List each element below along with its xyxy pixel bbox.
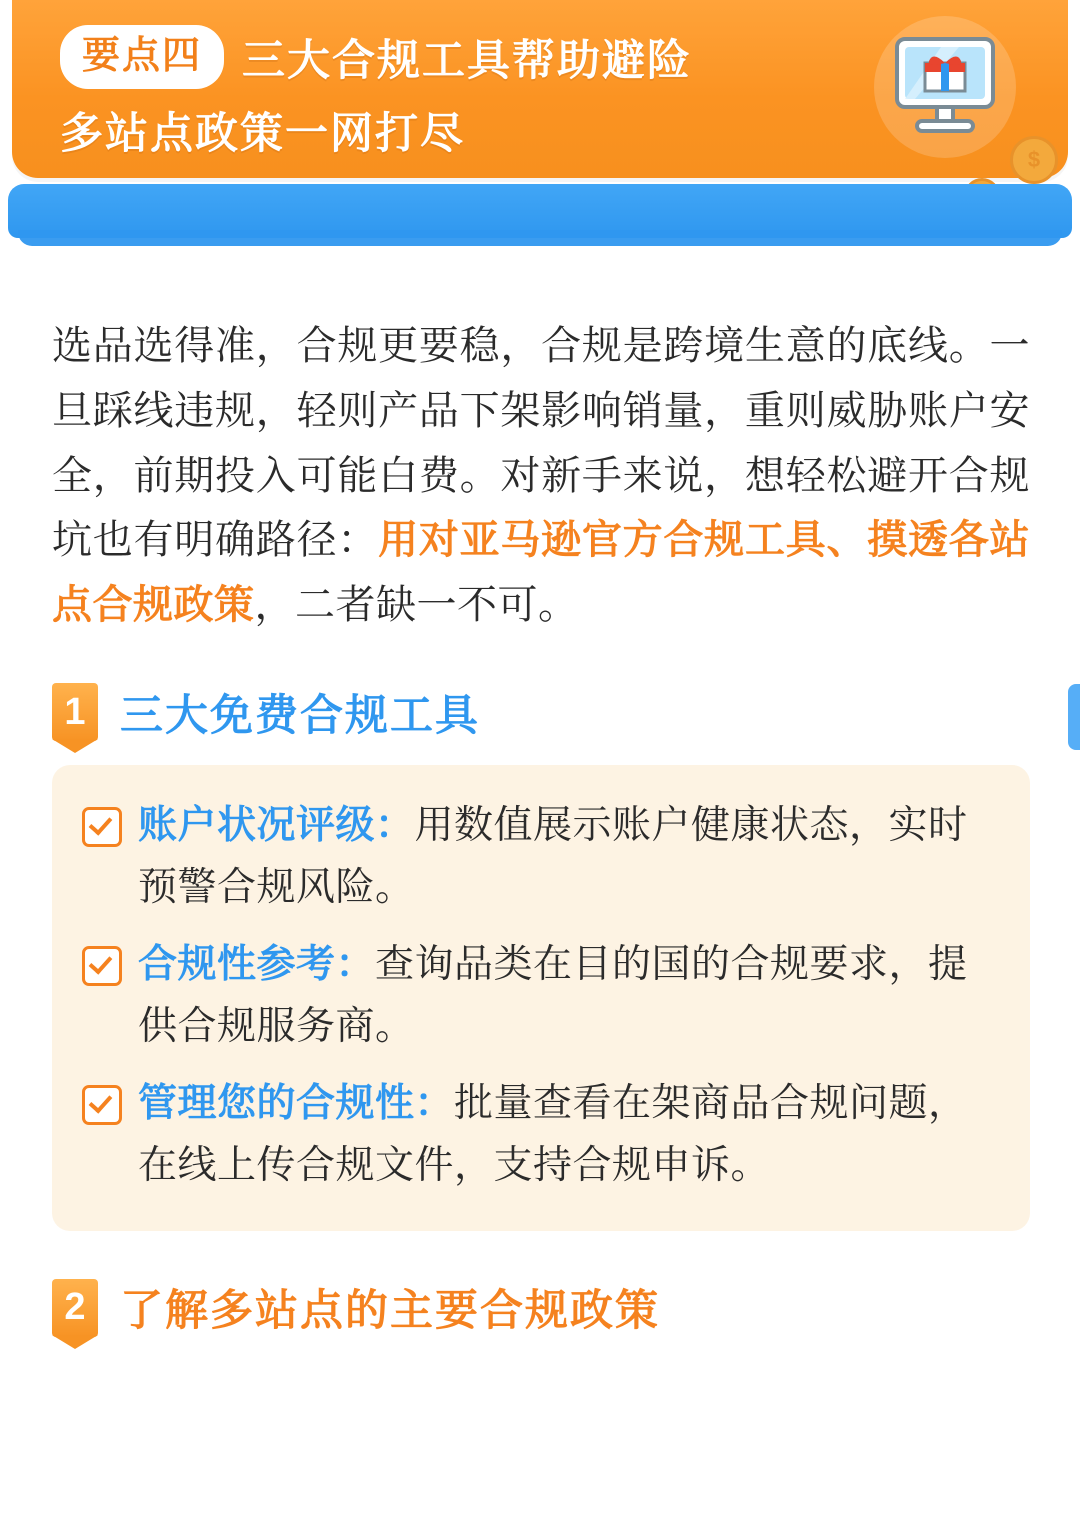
list-item (82, 795, 996, 920)
point-badge: 要点四 (60, 25, 224, 89)
list-item-text (138, 795, 996, 920)
list-item-desc: 用数值展示账户健康状态，实时预警合规风险。 (138, 803, 968, 910)
list-item-term: 管理您的合规性： (138, 1081, 455, 1125)
list-item-desc: 查询品类在目的国的合规要求，提供合规服务商。 (138, 942, 968, 1049)
section-number-1: 1 (52, 683, 98, 741)
intro-paragraph (52, 314, 1030, 638)
header-title-line2: 多站点政策一网打尽 (60, 110, 465, 158)
article-body (0, 238, 1080, 1338)
list-item-text (138, 1073, 996, 1198)
header-blue-divider (8, 184, 1072, 238)
list-item-text (138, 934, 996, 1059)
section-heading-1 (52, 682, 1030, 743)
coin-icon-1: $ (1010, 136, 1058, 184)
check-icon (82, 1085, 122, 1125)
list-item-desc: 批量查看在架商品合规问题，在线上传合规文件，支持合规申诉。 (138, 1081, 968, 1187)
section-title-1: 三大免费合规工具 (120, 691, 480, 740)
list-item-term: 账户状况评级： (138, 803, 415, 847)
side-tab-decoration (1068, 684, 1080, 750)
compliance-tools-card (52, 765, 1030, 1231)
header-banner (12, 0, 1068, 178)
intro-text-part2: ，二者缺一不可。 (254, 583, 579, 628)
check-icon (82, 946, 122, 986)
section-heading-2 (52, 1277, 1030, 1338)
section-number-2: 2 (52, 1279, 98, 1337)
intro-highlight: 用对亚马逊官方合规工具、摸透各站点合规政策 (52, 518, 1031, 628)
monitor-gift-icon (874, 16, 1016, 158)
intro-text-part1: 选品选得准，合规更要稳，合规是跨境生意的底线。一旦踩线违规，轻则产品下架影响销量，重则威胁账户安全，前期投入可能白费。对新手来说，想轻松避开合规坑也有明确路径： (52, 324, 1030, 563)
list-item-term: 合规性参考： (138, 942, 376, 986)
list-item (82, 934, 996, 1059)
list-item (82, 1073, 996, 1198)
section-title-2: 了解多站点的主要合规政策 (120, 1287, 660, 1336)
check-icon (82, 807, 122, 847)
header-title-line1: 三大合规工具帮助避险 (242, 36, 693, 85)
